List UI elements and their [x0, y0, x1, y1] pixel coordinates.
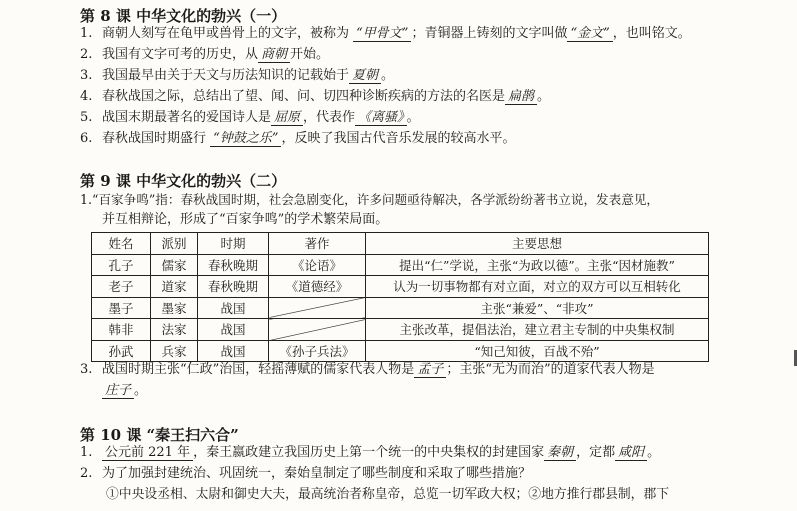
table-cell: 主张改革，提倡法治，建立君主专制的中央集权制 — [366, 319, 709, 341]
item-text: ，代表作 — [303, 110, 356, 125]
item-text: 为了加强封建统治、巩固统一，秦始皇制定了哪些制度和采取了哪些措施？ — [102, 466, 532, 481]
item-text: ，秦王嬴政建立我国历史上第一个统一的中央集权的封建国家 — [193, 445, 545, 460]
table-cell: 战国 — [198, 340, 269, 362]
table-row — [92, 254, 709, 276]
table-cell: 春秋晚期 — [198, 254, 269, 276]
lesson8-item-3 — [80, 66, 394, 86]
lesson10-item-2 — [80, 464, 531, 484]
item-number: 3. — [80, 362, 93, 377]
table-cell-empty — [269, 319, 366, 341]
table-cell: 儒家 — [151, 254, 198, 276]
table-cell: 墨子 — [92, 297, 151, 319]
lesson9-title: 第 9 课 中华文化的勃兴（二） — [80, 172, 287, 190]
table-cell: 主张“兼爱”、“非攻” — [366, 297, 709, 319]
lesson10-item-1 — [80, 443, 660, 463]
table-cell: 《道德经》 — [269, 276, 366, 298]
item-number: 4. — [80, 89, 93, 104]
item-text: 战国时期主张“仁政”治国，轻摇薄赋的儒家代表人物是 — [102, 362, 415, 377]
answer: 公元前 221 年 — [102, 445, 193, 461]
item-number: 3. — [80, 68, 93, 83]
item-text: ，反映了我国古代音乐发展的较高水平。 — [281, 131, 516, 146]
answer: 屈原 — [271, 110, 303, 126]
answer: 商朝 — [258, 47, 290, 63]
item-text: ；主张“无为而治”的道家代表人物是 — [446, 362, 655, 377]
table-header: 姓名 — [92, 233, 151, 255]
table-row — [92, 340, 709, 362]
answer: 秦朝 — [544, 445, 576, 461]
table-cell-empty — [269, 297, 366, 319]
hundred-schools-table — [91, 232, 709, 362]
table-row — [92, 276, 709, 298]
table-header: 主要思想 — [366, 233, 709, 255]
item-text: 商朝人刻写在龟甲或兽骨上的文字，被称为 — [102, 26, 354, 41]
item-text: 。 — [134, 383, 148, 398]
item-text: 。 — [406, 110, 420, 125]
item-text: 我国有文字可考的历史，从 — [102, 47, 259, 62]
item-text: 春秋战国之际，总结出了望、闻、问、切四种诊断疾病的方法的名医是 — [102, 89, 506, 104]
table-header: 时期 — [198, 233, 269, 255]
item-text: ，也叫铭文。 — [612, 26, 691, 41]
answer: 庄子 — [102, 383, 134, 399]
lesson10-item-2-line: ①中央设丞相、太尉和御史大夫，最高统治者称皇帝，总览一切军政大权；②地方推行郡县制，郡下 — [106, 487, 670, 502]
table-cell: 战国 — [198, 319, 269, 341]
lesson9-intro-line2: 并互相辩论，形成了“百家争鸣”的学术繁荣局面。 — [102, 212, 389, 227]
item-text: 。 — [647, 445, 661, 460]
item-number: 2. — [80, 47, 93, 62]
answer: 《离骚》 — [355, 110, 407, 126]
lesson10-title: 第 10 课 “秦王扫六合” — [80, 426, 239, 444]
item-text: ；青铜器上铸刻的文字叫做 — [411, 26, 568, 41]
lesson8-item-6 — [80, 129, 515, 149]
lesson9-item-3 — [80, 360, 655, 380]
answer: 夏朝 — [349, 68, 381, 84]
lesson9-intro-line1: 1.“百家争鸣”指：春秋战国时期，社会急剧变化，许多问题亟待解决，各学派纷纷著书立说，发表意见， — [80, 192, 660, 207]
answer: 孟子 — [414, 362, 446, 378]
table-row — [92, 297, 709, 319]
item-text: ，定都 — [576, 445, 616, 460]
table-cell: 韩非 — [92, 319, 151, 341]
answer-oracle-bone-script: “甲骨文” — [353, 26, 411, 42]
item-text: 开始。 — [290, 47, 330, 62]
item-number: 1. — [80, 445, 93, 460]
table-cell: 春秋晚期 — [198, 276, 269, 298]
item-text: 春秋战国时期盛行 — [102, 131, 211, 146]
item-text: 战国末期最著名的爱国诗人是 — [102, 110, 272, 125]
answer-bronze-script: “金文” — [567, 26, 612, 42]
table-cell: 兵家 — [151, 340, 198, 362]
item-number: 1. — [80, 26, 93, 41]
table-cell: 老子 — [92, 276, 151, 298]
table-cell: 墨家 — [151, 297, 198, 319]
lesson8-item-2 — [80, 45, 329, 65]
answer: 扁鹊 — [505, 89, 537, 105]
item-text: 。 — [537, 89, 551, 104]
table-cell: 《论语》 — [269, 254, 366, 276]
table-row — [92, 319, 709, 341]
lesson8-item-1 — [80, 24, 691, 44]
table-cell: 战国 — [198, 297, 269, 319]
answer: “钟鼓之乐” — [210, 131, 281, 147]
lesson9-item-3-cont — [102, 381, 147, 401]
table-cell: 道家 — [151, 276, 198, 298]
table-cell: “知己知彼，百战不殆” — [366, 340, 709, 362]
table-cell: 孙武 — [92, 340, 151, 362]
table-cell: 《孙子兵法》 — [269, 340, 366, 362]
item-text: 我国最早由关于天文与历法知识的记载始于 — [102, 68, 350, 83]
table-cell: 提出“仁”学说，主张“为政以德”。主张“因材施教” — [366, 254, 709, 276]
item-number: 5. — [80, 110, 93, 125]
table-cell: 法家 — [151, 319, 198, 341]
lesson8-item-4 — [80, 87, 550, 107]
lesson8-title: 第 8 课 中华文化的勃兴（一） — [80, 7, 287, 25]
table-cell: 认为一切事物都有对立面，对立的双方可以互相转化 — [366, 276, 709, 298]
item-number: 2. — [80, 466, 93, 481]
table-header-row — [92, 233, 709, 255]
answer: 咸阳 — [615, 445, 647, 461]
lesson8-item-5 — [80, 108, 420, 128]
table-header: 著作 — [269, 233, 366, 255]
table-header: 派别 — [151, 233, 198, 255]
item-text: 。 — [381, 68, 395, 83]
table-cell: 孔子 — [92, 254, 151, 276]
item-number: 6. — [80, 131, 93, 146]
